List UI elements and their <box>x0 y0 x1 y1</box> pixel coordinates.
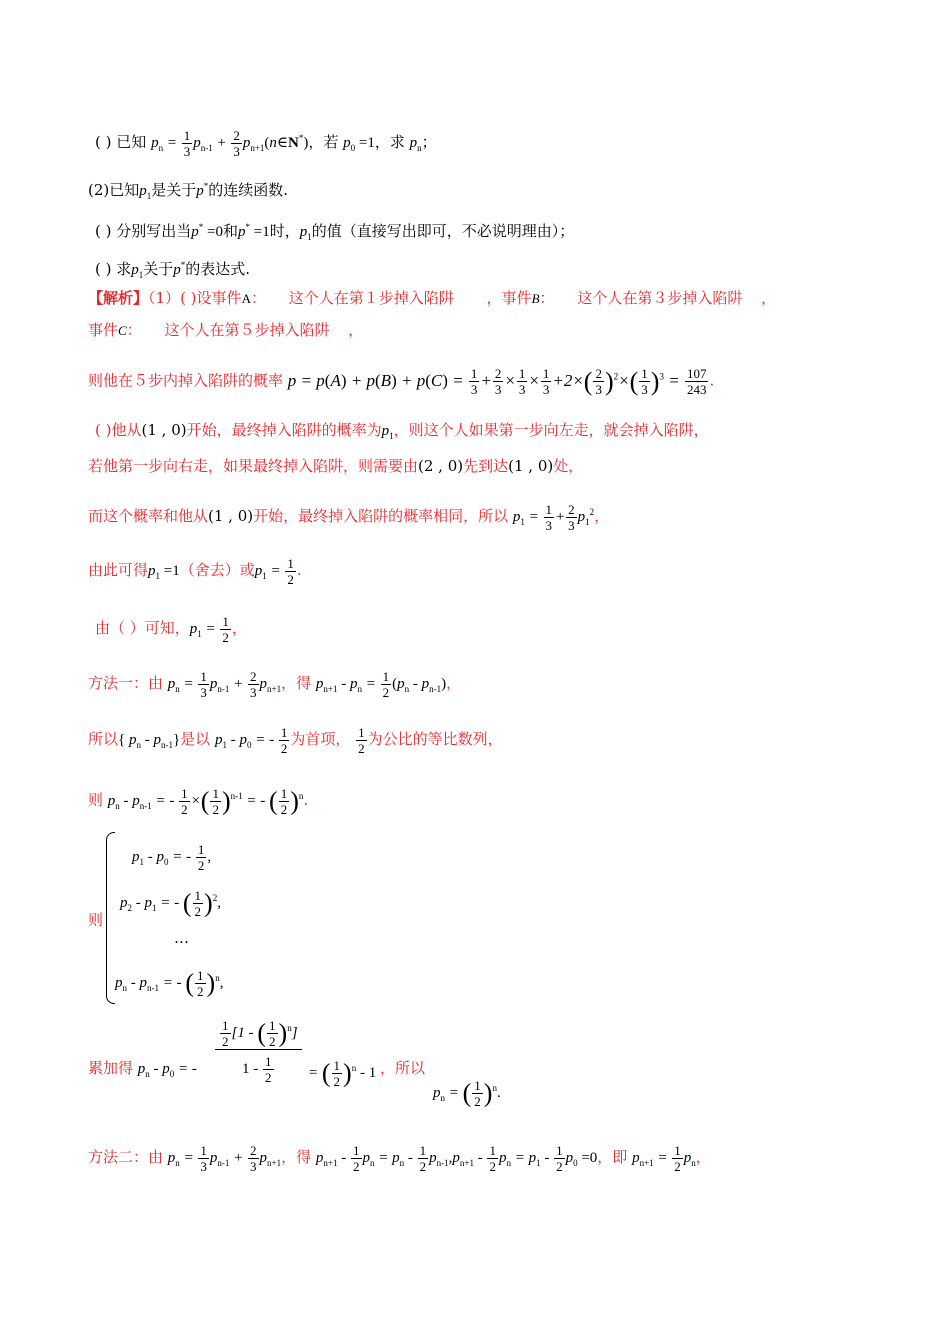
given-label: 已知 <box>116 133 147 151</box>
solution-line-1: 【解析】（1）( )设事件A： 这个人在第１步掉入陷阱 ，事件B： 这个人在第３步掉入陷阱 ， <box>88 289 777 307</box>
sum-line: 累加得 $p_n - p_0$ = - <box>88 1059 197 1079</box>
pn-result: $p_n$ = ( $\frac{1}{2}$ )$^n$. <box>433 1078 501 1110</box>
blank-paren: ( ) <box>95 133 112 151</box>
reason-line-3: 而这个概率和他从(1 , 0)开始，最终掉入陷阱的概率相同，所以 $p_1$ = $\frac{1}{3}$ + $\frac{2}{3}$ $p_1^2$， <box>88 502 610 534</box>
system-brace <box>106 832 115 1004</box>
method2-line: 方法二：由 $p_n$ = $\frac{1}{3}$ $p_{n-1}$ + $\frac{2}{3}$ $p_{n+1}$，得 $p_{n+1}$ - $\frac{1}{2}$ $p_n = p_n$ - $\frac{1}{2}$ $p_{n-1},p_{n+1}$ - $\frac{1}{2}$ $p_n = p_1$ - $\frac{1}{2}$ $p_0 =0$，即 $p_{n+1}$ = $\frac{1}{2}$ $p_n$， <box>88 1143 711 1174</box>
system-eq-n: $p_n - p_{n-1}$ = - ( $\frac{1}{2}$ )$^n$, <box>115 968 224 1000</box>
system-eq-2: $p_2 - p_1$ = - ( $\frac{1}{2}$ )$^2$, <box>120 888 221 920</box>
method1-line-2: 所以{ $p_n - p_{n-1}$}是以 $p_1 - p_0$ = - $\frac{1}{2}$ 为首项， $\frac{1}{2}$ 为公比的等比数列， <box>88 725 503 756</box>
reason-line-2: 若他第一步向右走，如果最终掉入陷阱，则需要由(2 , 0)先到达(1 , 0)处， <box>88 457 584 475</box>
method1-line-1: 方法一：由 $p_n$ = $\frac{1}{3}$ $p_{n-1}$ + $\frac{2}{3}$ $p_{n+1}$，得 $p_{n+1} - p_n$ = $\frac{1}{2}$ $(p_n - p_{n-1})$， <box>88 669 462 700</box>
sum-so: ，所以 <box>380 1059 426 1077</box>
part2-q1: ( ) 分别写出当p* =0和p* =1时，$p_1$的值（直接写出即可，不必说明理由）； <box>95 222 575 242</box>
system-eq-1: $p_1 - p_0$ = - $\frac{1}{2}$ , <box>132 842 212 873</box>
part2-q2: ( ) 求$p_1$关于p*的表达式. <box>95 260 251 280</box>
system-dots: … <box>174 929 189 947</box>
probability-line: 则他在５步内掉入陷阱的概率 p = p(A) + p(B) + p(C) = $\frac{1}{3}$ + $\frac{2}{3}$ × $\frac{1}{3}$ × $\frac{1}{3}$ +2×( $\frac{2}{3}$ )$^2$×( $\frac{1}{3}$ )$^3$ = $\frac{107}{243}$ . <box>88 366 715 398</box>
reason-line-5: 由（ ）可知，$p_1$ = $\frac{1}{2}$ ， <box>95 614 247 645</box>
reason-line-4: 由此可得$p_1 =1$（舍去）或$p_1$ = $\frac{1}{2}$ . <box>88 556 302 587</box>
method1-line-3: 则 $p_n - p_{n-1}$ = - $\frac{1}{2}$ ×( $\frac{1}{2}$ )$^{n-1}$ = - ( $\frac{1}{2}$ )$^n$. <box>88 786 309 818</box>
solution-label: 【解析】 <box>88 289 149 307</box>
sum-result: = ( $\frac{1}{2}$ )$^n$ - 1 <box>308 1058 377 1090</box>
part2-intro: (2)已知$p_1$是关于p*的连续函数. <box>88 181 289 201</box>
question-line-1: ( ) 已知 $p_n$ = $\frac{1}{3}$ $p_{n-1}$ + $\frac{2}{3}$ $p_{n+1}(n\in N^*)$，若 $p_0 =1$，求 $p_n$； <box>95 128 437 160</box>
solution-line-2: 事件C： 这个人在第５步掉入陷阱 ， <box>88 321 364 339</box>
brace-label: 则 <box>88 911 104 929</box>
sum-fraction: $\frac{1}{2}$ [1 - ( $\frac{1}{2}$ )$^n$] 1 - $\frac{1}{2}$ <box>215 1018 302 1085</box>
reason-line-1: ( )他从(1 , 0)开始，最终掉入陷阱的概率为$p_1$，则这个人如果第一步向左走，就会掉入陷阱， <box>95 421 709 441</box>
